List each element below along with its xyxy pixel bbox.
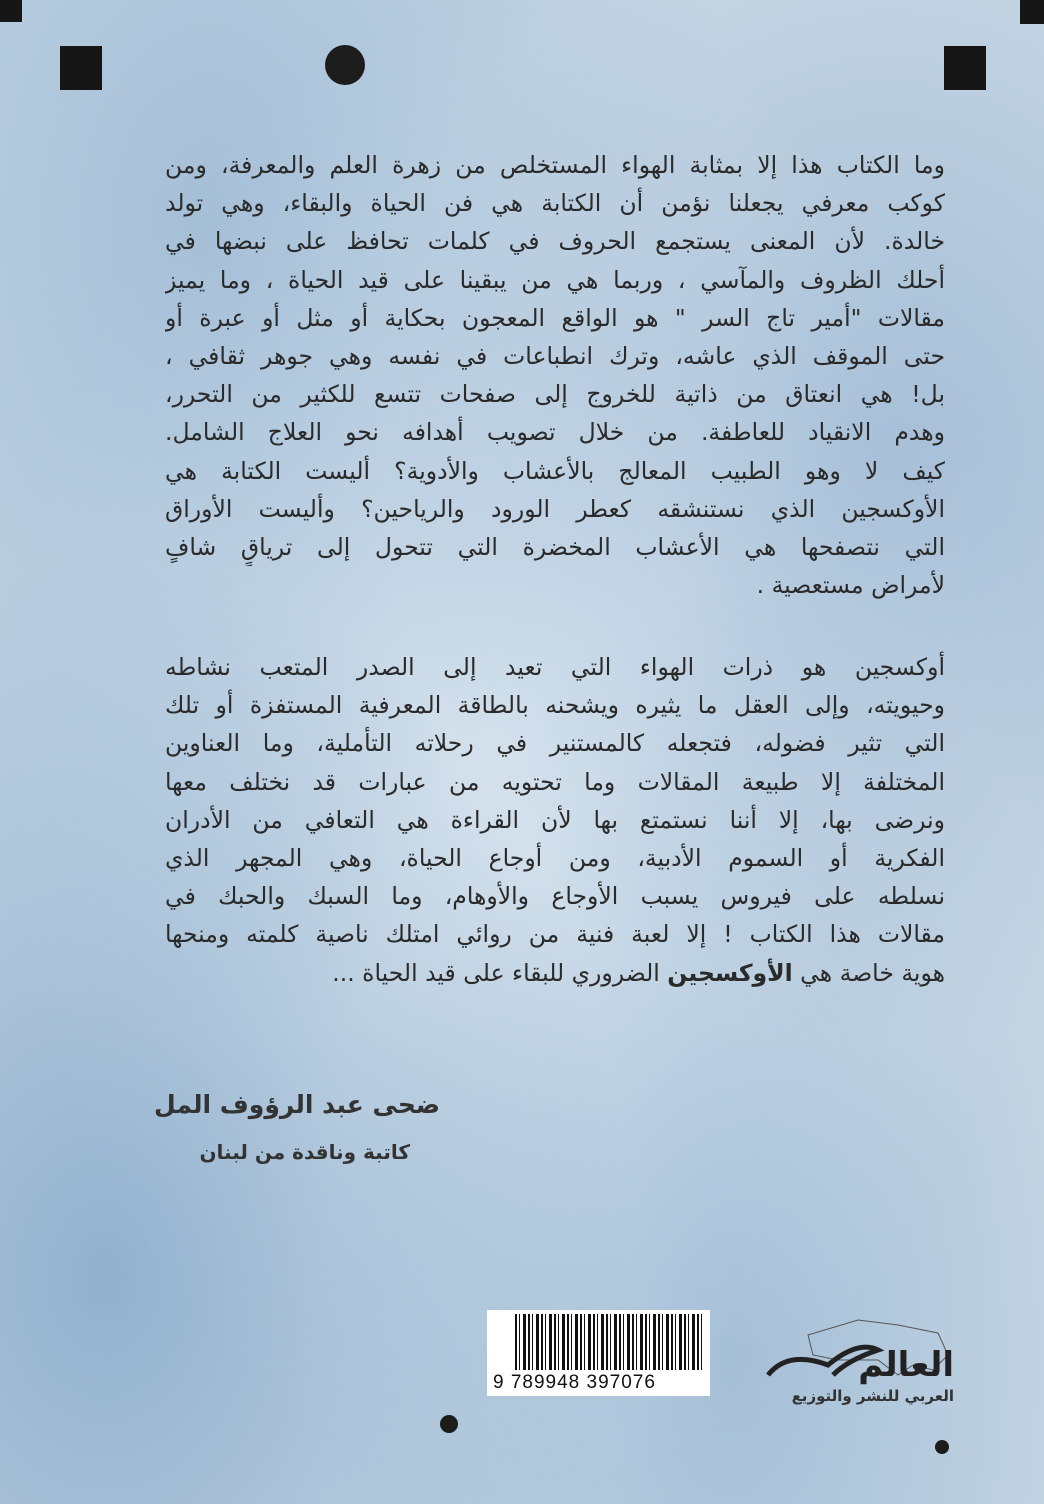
- text-line: خالدة. لأن المعنى يستجمع الحروف في كلمات تحافظ على نبضها في: [165, 227, 945, 256]
- text-line: الأوكسجين الذي نستنشقه كعطر الورود والرياحين؟ وأليست الأوراق: [165, 494, 945, 523]
- ink-dot: [440, 1415, 458, 1433]
- text-line: بل! هي انعتاق من ذاتية للخروج إلى صفحات تتسع للكثير من التحرر،: [165, 380, 945, 409]
- text-line-last: [165, 954, 945, 992]
- text-segment: الضروري للبقاء على قيد الحياة ...: [332, 958, 668, 987]
- author-name: ضحى عبد الرؤوف المل: [154, 1090, 440, 1119]
- ink-dot: [935, 1440, 949, 1454]
- corner-square: [944, 46, 986, 90]
- text-line: وما الكتاب هذا إلا بمثابة الهواء المستخلص من زهرة العلم والمعرفة، ومن: [165, 151, 945, 179]
- barcode: [487, 1310, 710, 1396]
- text-line: وهدم الانقياد للعاطفة. من خلال تصويب أهدافه نحو العلاج الشامل.: [165, 418, 945, 447]
- corner-square: [60, 46, 102, 90]
- paragraph-1: [165, 146, 945, 604]
- text-line: التي نتصفحها هي الأعشاب المخضرة التي تتحول إلى ترياقٍ شافٍ: [165, 532, 945, 561]
- corner-square: [1020, 0, 1044, 24]
- text-line: لأمراض مستعصية .: [756, 571, 945, 600]
- bold-keyword: الأوكسجين: [667, 958, 793, 987]
- text-line: كوكب معرفي يجعلنا نؤمن أن الكتابة هي فن الحياة والبقاء، وهي تولد: [165, 189, 945, 218]
- text-line: مقالات "أمير تاج السر " هو الواقع المعجون بحكاية أو مثل أو عبرة أو: [165, 303, 945, 332]
- text-line: كيف لا وهو الطبيب المعالج بالأعشاب والأدوية؟ أليست الكتابة هي: [165, 456, 945, 485]
- corner-square: [0, 0, 22, 22]
- text-segment: هوية خاصة هي: [792, 958, 945, 987]
- text-line: أحلك الظروف والمآسي ، وربما هي من يبقينا على قيد الحياة ، وما يميز: [165, 265, 945, 294]
- text-line: وحيويته، وإلى العقل ما يثيره ويشحنه بالطاقة المعرفية المستفزة أو تلك: [165, 691, 945, 720]
- text-line: ونرضى بها، إلا أننا نستمتع بها لأن القراءة هي التعافي من الأدران: [165, 805, 945, 834]
- publisher-name: العالم: [858, 1345, 954, 1385]
- text-line: التي تثير فضوله، فتجعله كالمستنير في رحلاته التأملية، وما العناوين: [165, 729, 945, 758]
- isbn-number: 9 789948 397076: [493, 1372, 656, 1393]
- text-line: حتى الموقف الذي عاشه، وترك انطباعات في نفسه وهي جوهر ثقافي ،: [165, 341, 945, 370]
- paragraph-2: [165, 648, 945, 992]
- text-line: الفكرية أو السموم الأدبية، ومن أوجاع الحياة، وهي المجهر الذي: [165, 843, 945, 872]
- ink-dot: [325, 45, 365, 85]
- author-role: كاتبة وناقدة من لبنان: [199, 1140, 410, 1164]
- text-line: أوكسجين هو ذرات الهواء التي تعيد إلى الصدر المتعب نشاطه: [165, 653, 945, 681]
- text-line: المختلفة إلا طبيعة المقالات وما تحتويه من عبارات قد نختلف معها: [165, 767, 945, 796]
- text-line: نسلطه على فيروس يسبب الأوجاع والأوهام، وما السبك والحبك في: [165, 882, 945, 911]
- publisher-subtitle: العربي للنشر والتوزيع: [791, 1387, 954, 1405]
- barcode-bars: [515, 1314, 705, 1370]
- text-line: مقالات هذا الكتاب ! إلا لعبة فنية من روائي امتلك ناصية كلمته ومنحها: [165, 920, 945, 949]
- publisher-logo: [748, 1315, 958, 1405]
